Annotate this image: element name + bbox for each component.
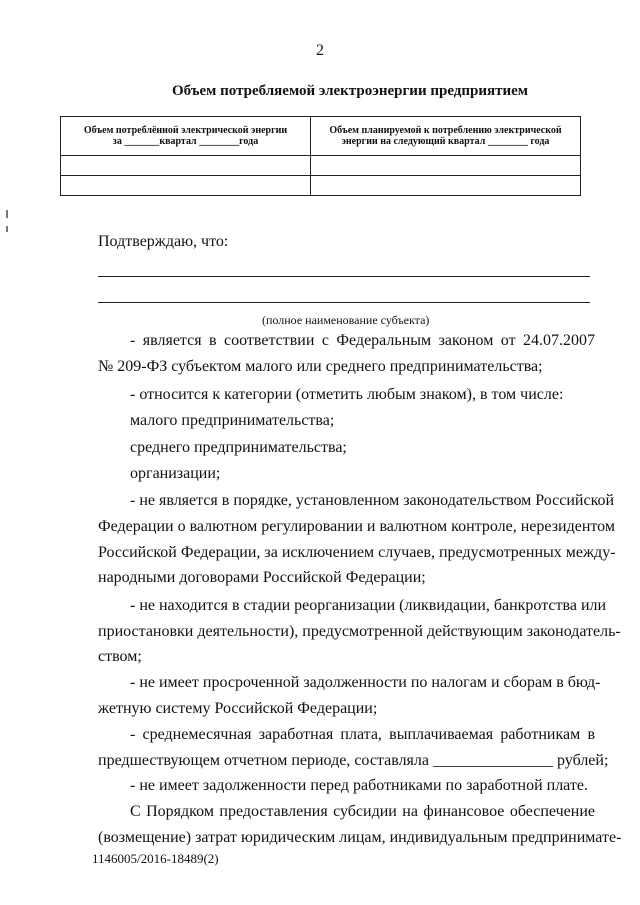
body-line: - не имеет просроченной задолженности по налогам и сборам в бюд- [130, 674, 601, 691]
confirm-label: Подтверждаю, что: [98, 233, 229, 250]
body-line: - не находится в стадии реорганизации (ликвидации, банкротства или [130, 597, 607, 614]
body-line: народными договорами Российской Федерации; [98, 569, 426, 586]
body-line: - не имеет задолженности перед работниками по заработной плате. [130, 777, 588, 794]
body-line: - не является в порядке, установленном законодательством Российской [130, 492, 615, 509]
table-header-consumed [61, 117, 311, 156]
header-line: за _______квартал ________года [112, 136, 259, 147]
body-line: - является в соответствии с Федеральным законом от 24.07.2007 [130, 332, 595, 349]
scan-margin-mark [6, 226, 8, 232]
header-line: Объем планируемой к потреблению электрической [329, 125, 562, 136]
body-line: организации; [130, 465, 221, 482]
page-number: 2 [316, 42, 324, 59]
header-line: Объем потреблённой электрической энергии [83, 125, 288, 136]
subject-caption: (полное наименование субъекта) [262, 313, 430, 327]
body-line: Федерации о валютном регулировании и валютном контроле, нерезидентом [98, 518, 615, 535]
table-cell[interactable] [311, 176, 581, 196]
table-row [61, 156, 581, 176]
body-line: малого предпринимательства; [130, 412, 335, 429]
body-line: среднего предпринимательства; [130, 439, 347, 456]
table-cell[interactable] [311, 156, 581, 176]
energy-table [60, 116, 581, 196]
header-line: энергии на следующий квартал ________ года [341, 136, 550, 147]
body-line: жетную систему Российской Федерации; [98, 700, 378, 717]
body-line: № 209-ФЗ субъектом малого или среднего предпринимательства; [98, 358, 543, 375]
body-line: С Порядком предоставления субсидии на финансовое обеспечение [130, 803, 595, 820]
subject-name-line[interactable] [98, 276, 590, 277]
body-line: (возмещение) затрат юридическим лицам, индивидуальным предпринимате- [98, 829, 622, 846]
body-line: - среднемесячная заработная плата, выплачиваемая работникам в [130, 726, 595, 743]
body-line: - относится к категории (отметить любым знаком), в том числе: [130, 386, 564, 403]
subject-name-line[interactable] [98, 302, 590, 303]
body-line: приостановки деятельности), предусмотренной действующим законодатель- [98, 623, 621, 640]
table-cell[interactable] [61, 156, 311, 176]
table-header-planned [311, 117, 581, 156]
scan-margin-mark [6, 210, 8, 218]
table-header-row [61, 117, 581, 156]
body-line: предшествующем отчетном периоде, составляла _______________ рублей; [98, 752, 609, 769]
body-line: ством; [98, 648, 142, 665]
table-cell[interactable] [61, 176, 311, 196]
document-code: 1146005/2016-18489(2) [92, 851, 219, 866]
section-title: Объем потребляемой электроэнергии предприятием [171, 83, 529, 99]
body-line: Российской Федерации, за исключением случаев, предусмотренных между- [98, 544, 616, 561]
table-row [61, 176, 581, 196]
